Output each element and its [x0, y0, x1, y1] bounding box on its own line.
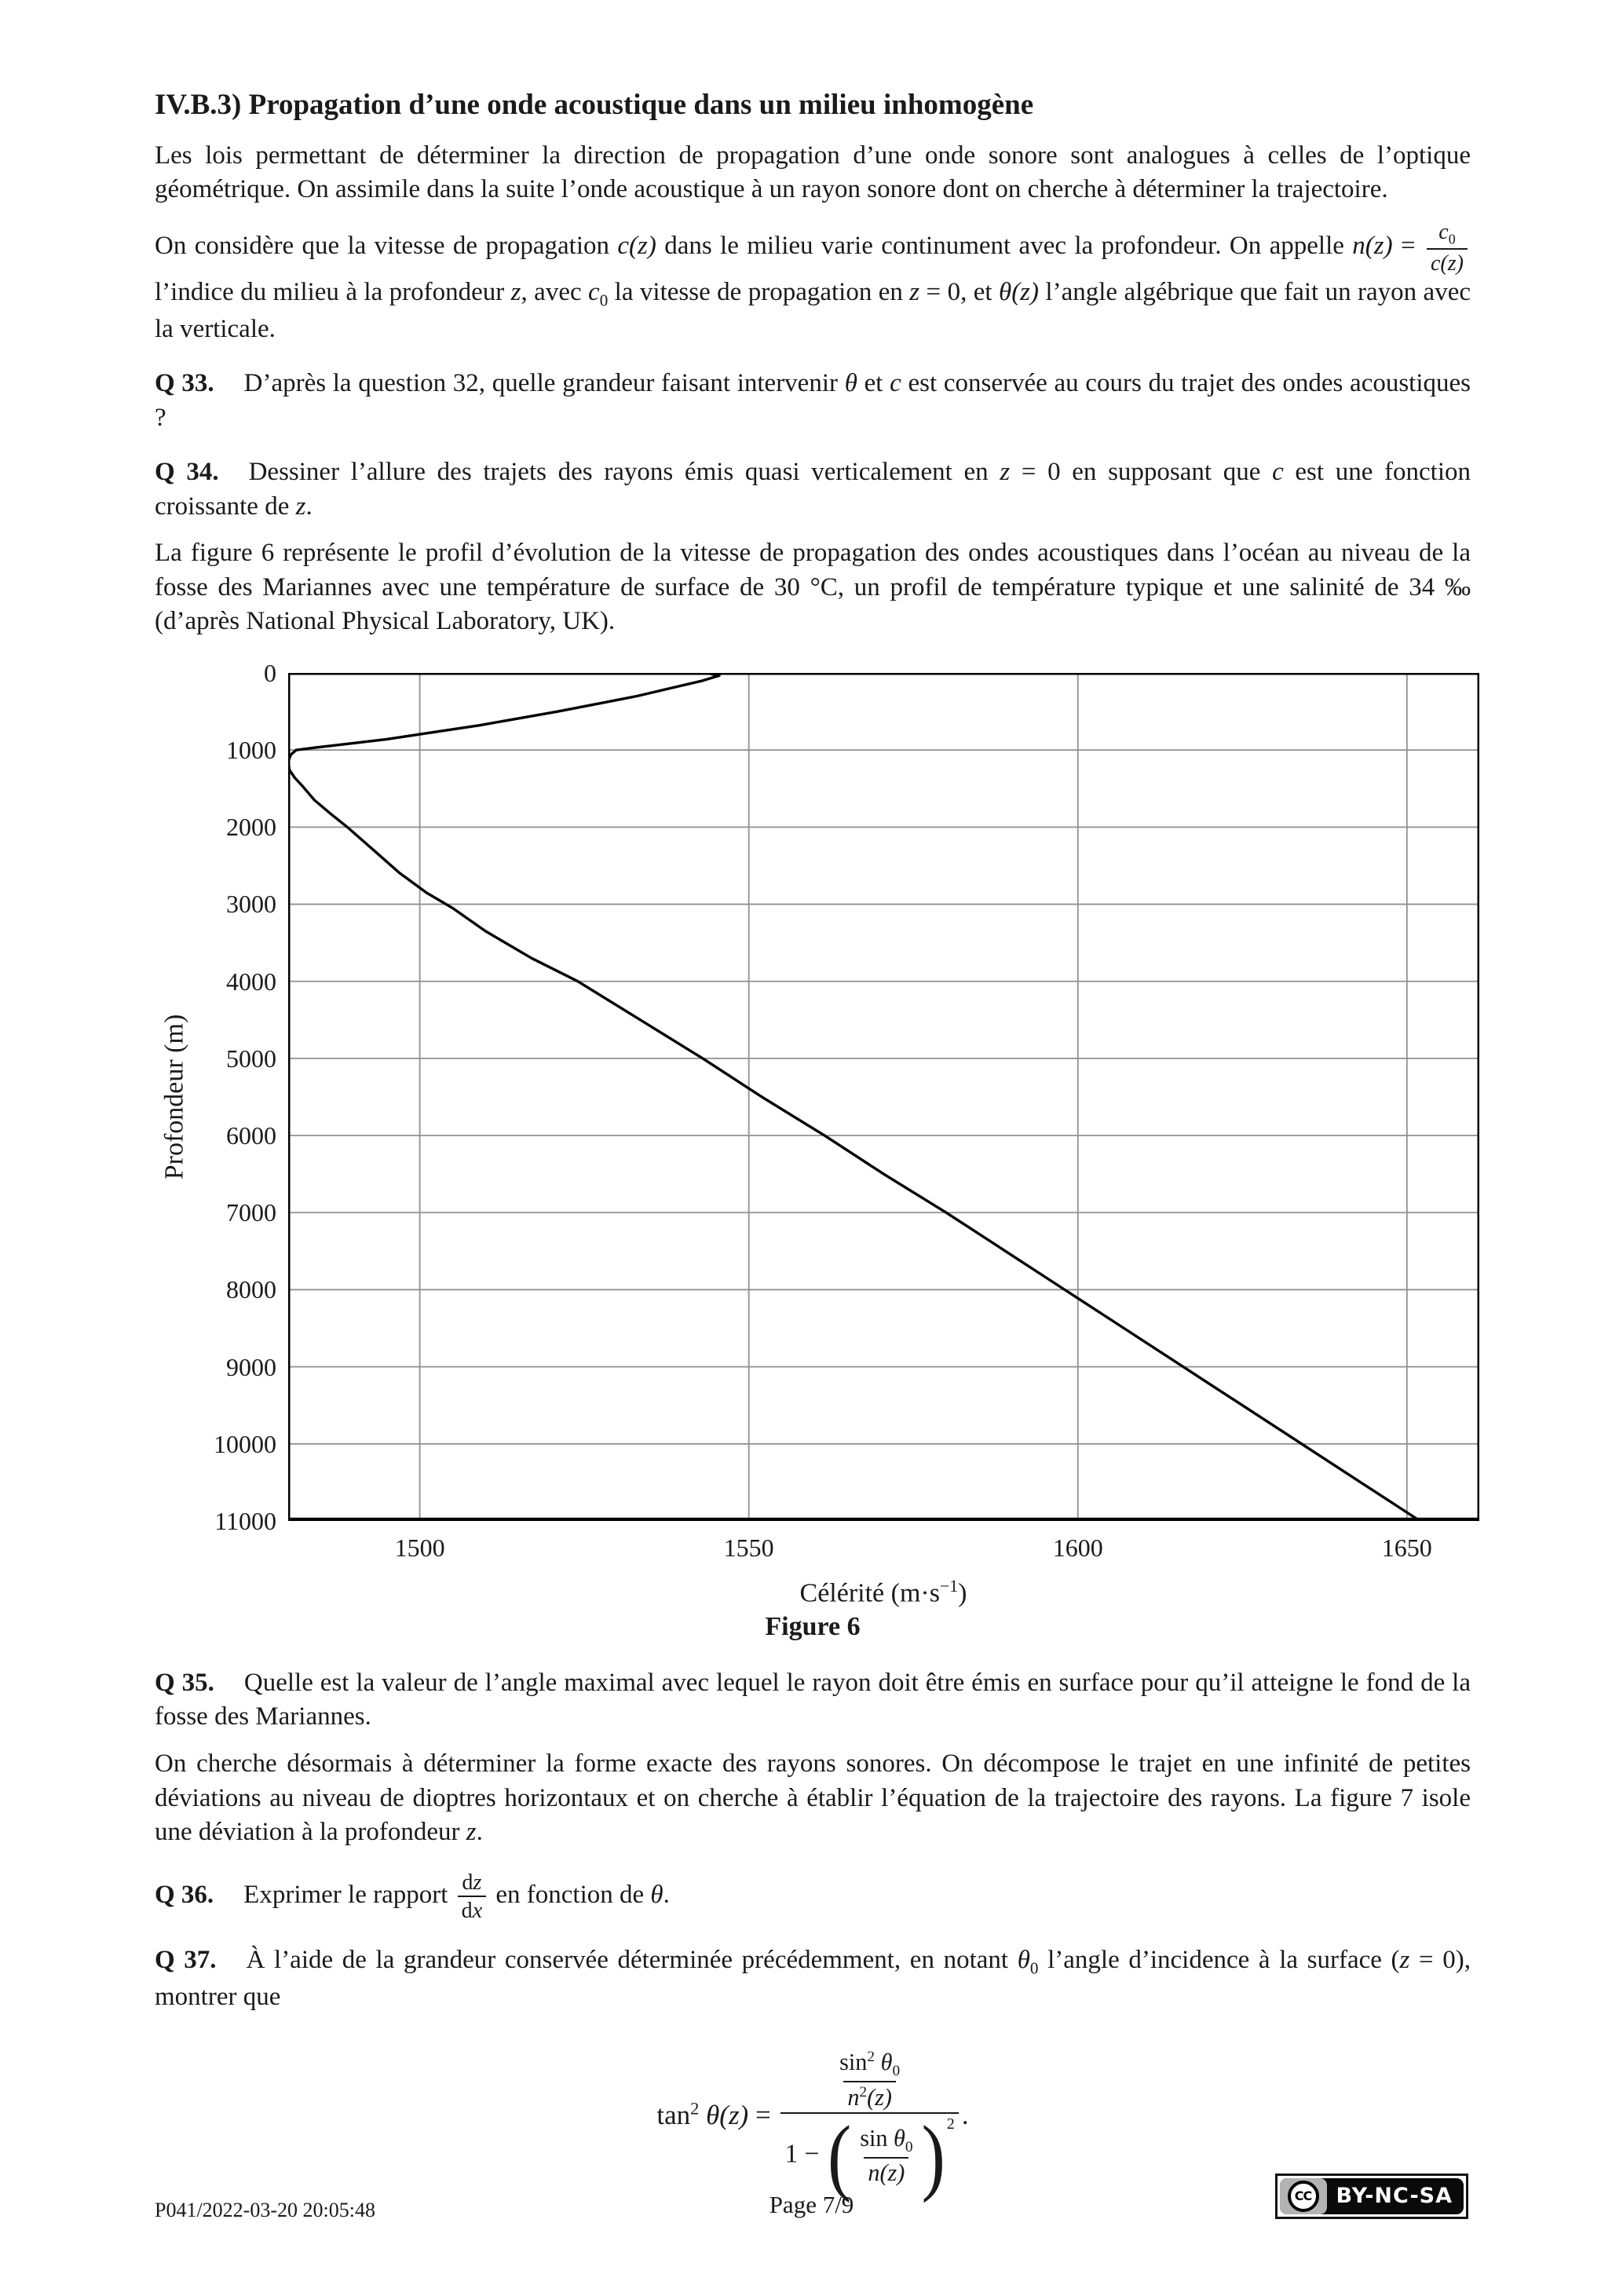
superscript: 2	[946, 2115, 955, 2133]
figure-6	[155, 655, 1471, 1646]
math-var: n(z)	[868, 2159, 905, 2186]
footer-timestamp: P041/2022-03-20 20:05:48	[155, 2199, 375, 2221]
superscript: 2	[859, 2084, 868, 2101]
math-var: x	[472, 1899, 483, 1924]
superscript: 2	[690, 2098, 700, 2119]
math-var: z	[1399, 1946, 1410, 1975]
y-tick-label: 1000	[226, 736, 276, 765]
math-var: c(z)	[1430, 250, 1464, 276]
fraction	[1427, 220, 1468, 276]
fraction-numerator	[828, 2049, 911, 2112]
text-run: On considère que la vitesse de propagation c(z) dans le milieu varie continument avec la profondeur. On appelle n(z) = $\frac{c_0}{c(z)}$ l’indice du milieu à la profondeur z, avec $c_0$ la vitesse de propagation en z = 0, et θ(z) l’angle algébrique que fait un rayon avec la verticale.	[155, 219, 1471, 343]
sound-speed-profile-curve	[288, 673, 1420, 1521]
x-tick-label: 1550	[723, 1533, 774, 1562]
math-var: θ	[1017, 1946, 1030, 1975]
fraction	[856, 2126, 916, 2187]
y-tick-label: 3000	[226, 890, 276, 919]
text-run: On cherche désormais à déterminer la forme exacte des rayons sonores. On décompose le trajet en une infinité de petites déviations au niveau de dioptres horizontaux et on cherche à établir l’équation de la trajectoire des rayons. La figure 7 isole une déviation à la profondeur z.	[155, 1749, 1471, 1847]
license-label: BY-NC-SA	[1336, 2184, 1453, 2209]
question-36	[155, 1870, 1471, 1924]
math-var: θ	[894, 2125, 905, 2152]
math-var: (z)	[867, 2084, 892, 2111]
math-var: z	[473, 1870, 482, 1895]
paragraph-definition	[155, 220, 1471, 346]
subscript: 0	[892, 2063, 901, 2080]
fraction-numerator: $\sin \theta_0$	[860, 2125, 913, 2156]
license-badge-inner	[1280, 2178, 1464, 2214]
math-var: z	[1000, 458, 1011, 487]
license-badge	[1275, 2174, 1468, 2219]
chart-plot-area	[288, 673, 1479, 1521]
superscript: 2	[867, 2049, 875, 2066]
math-var: c	[1272, 458, 1284, 487]
paren-content	[853, 2126, 919, 2187]
question-label: Q 37.	[155, 1946, 217, 1975]
open-paren-icon: (	[827, 2108, 852, 2204]
question-35	[155, 1666, 1471, 1735]
math-var: z	[466, 1818, 477, 1847]
question-33	[155, 367, 1471, 435]
subscript: 0	[1029, 1959, 1039, 1979]
fraction-denominator	[843, 2081, 896, 2111]
section-heading	[155, 86, 1471, 125]
question-34	[155, 455, 1471, 524]
math-var: n	[847, 2084, 860, 2111]
fraction-denominator: 1 − ( $\frac{\sin \theta_0}{n(z)}$ ) $^2$	[780, 2112, 958, 2186]
fraction-numerator: $\sin^2 \theta_0$	[839, 2049, 901, 2080]
text-run: Les lois permettant de déterminer la direction de propagation d’une onde sonore sont analogues à celles de l’optique géométrique. On assimile dans la suite l’onde acoustique à un rayon sonore dont on cherche à déterminer la trajectoire.	[155, 141, 1471, 204]
text-run: Dessiner l’allure des trajets des rayons émis quasi verticalement en z = 0 en supposant que c est une fonction croissante de z.	[155, 458, 1471, 521]
question-label: Q 35.	[155, 1668, 214, 1697]
fraction-numerator: dz	[462, 1870, 482, 1895]
x-tick-label: 1650	[1381, 1533, 1432, 1562]
plot-border	[289, 674, 1479, 1520]
math-var: θ	[650, 1881, 663, 1910]
figure-caption: Figure 6	[765, 1611, 861, 1641]
question-label: Q 36.	[155, 1881, 214, 1910]
y-tick-label: 11000	[214, 1506, 276, 1535]
subscript: 0	[599, 291, 609, 310]
math-var: θ	[844, 369, 857, 398]
paragraph-rays	[155, 1747, 1471, 1850]
text-run: D’après la question 32, quelle grandeur faisant intervenir θ et c est conservée au cours du trajet des ondes acoustiques ?	[155, 369, 1471, 432]
y-tick-label: 6000	[226, 1121, 276, 1150]
math-var: z	[510, 278, 521, 307]
y-tick-label: 9000	[226, 1352, 276, 1381]
y-tick-label: 8000	[226, 1275, 276, 1304]
text-run: Quelle est la valeur de l’angle maximal avec lequel le rayon doit être émis en surface pour qu’il atteigne le fond de la fosse des Mariannes.	[155, 1668, 1471, 1731]
math-var: z	[909, 278, 920, 307]
math-var: θ	[880, 2049, 893, 2076]
x-axis-title: Célérité $(m\cdot s^{-1})$	[799, 1576, 967, 1608]
subscript: 0	[1448, 231, 1456, 247]
question-37	[155, 1943, 1471, 2014]
fraction	[458, 1870, 486, 1924]
paragraph-figure6	[155, 536, 1471, 639]
fraction-denominator	[864, 2157, 908, 2187]
fraction-denominator	[1427, 248, 1468, 276]
cc-icon: CC	[1288, 2181, 1319, 2212]
y-tick-label: 4000	[226, 967, 276, 996]
page-number: Page 7/9	[769, 2191, 854, 2218]
math-var: z	[295, 492, 306, 521]
text-run: IV.B.3) Propagation d’une onde acoustique dans un milieu inhomogène	[155, 89, 1034, 121]
question-label: Q 34.	[155, 458, 219, 487]
y-tick-label: 7000	[226, 1198, 276, 1227]
math-var: n(z)	[1352, 232, 1393, 261]
math-var: θ(z)	[998, 278, 1040, 307]
text-run: La figure 6 représente le profil d’évolution de la vitesse de propagation des ondes acoustiques dans l’océan au niveau de la fosse des Mariannes avec une température de surface de 30 °C, un profil de température typique et une salinité de 34 ‰ (d’après National Physical Laboratory, UK).	[155, 539, 1471, 636]
math-var: θ(z)	[706, 2100, 749, 2131]
fraction-numerator	[1435, 220, 1459, 248]
fraction-denominator: dx	[458, 1896, 486, 1923]
cc-icon-background	[1280, 2178, 1327, 2214]
text-run: Exprimer le rapport $\frac{dz}{dx}$ en fonction de θ.	[243, 1870, 670, 1924]
question-label: Q 33.	[155, 369, 214, 398]
y-tick-label: 5000	[226, 1044, 276, 1073]
subscript: 0	[905, 2139, 913, 2156]
fraction	[780, 2049, 958, 2204]
superscript: −1	[939, 1576, 959, 1596]
close-paren-icon: )	[921, 2108, 945, 2204]
y-axis-title: Profondeur (m)	[159, 1014, 189, 1180]
x-tick-label: 1500	[394, 1533, 445, 1562]
math-var: c	[588, 278, 600, 307]
text-run: $\tan^2 \theta(z)$ = $\frac{\sin^2 \theta_0}{n^2(z)}$ 1 − ( $\frac{\sin \theta_0}{n(z)}$ ) $^2$ .	[656, 2049, 969, 2204]
y-tick-label: 2000	[226, 813, 276, 842]
fraction	[835, 2049, 904, 2111]
text-run: À l’aide de la grandeur conservée déterminée précédemment, en notant $\theta_0$ l’angle d’incidence à la surface (z = 0), montrer que	[155, 1946, 1471, 2011]
math-var: c(z)	[617, 232, 656, 261]
x-tick-label: 1600	[1052, 1533, 1103, 1562]
paragraph-intro	[155, 139, 1471, 207]
y-tick-label: 0	[264, 658, 276, 687]
math-var: c	[890, 369, 901, 398]
math-var: c	[1438, 219, 1449, 244]
y-tick-label: 10000	[214, 1429, 276, 1458]
